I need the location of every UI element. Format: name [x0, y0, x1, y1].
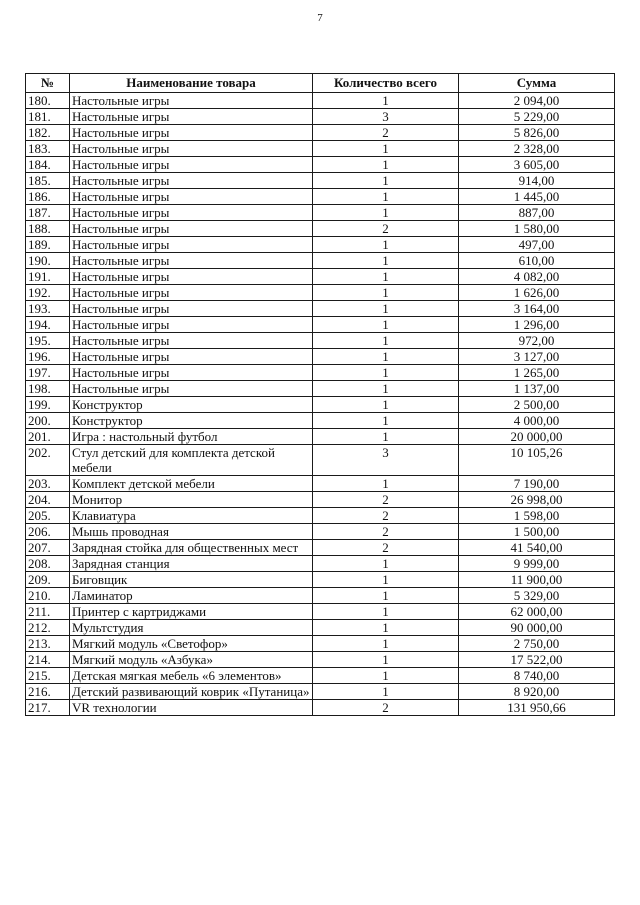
quantity: 3: [313, 445, 459, 476]
quantity: 1: [313, 365, 459, 381]
sum: 887,00: [459, 205, 615, 221]
goods-table: [25, 73, 615, 716]
row-number: 189.: [26, 237, 70, 253]
table-row: [26, 588, 615, 604]
product-name: Настольные игры: [70, 317, 313, 333]
table-row: [26, 173, 615, 189]
table-row: [26, 381, 615, 397]
quantity: 1: [313, 556, 459, 572]
product-name: Настольные игры: [70, 157, 313, 173]
product-name: Настольные игры: [70, 237, 313, 253]
quantity: 1: [313, 349, 459, 365]
table-row: [26, 700, 615, 716]
table-row: [26, 397, 615, 413]
row-number: 210.: [26, 588, 70, 604]
sum: 131 950,66: [459, 700, 615, 716]
sum: 62 000,00: [459, 604, 615, 620]
product-name: Настольные игры: [70, 93, 313, 109]
row-number: 181.: [26, 109, 70, 125]
quantity: 1: [313, 301, 459, 317]
header-sum: Сумма: [459, 74, 615, 93]
row-number: 184.: [26, 157, 70, 173]
quantity: 1: [313, 620, 459, 636]
quantity: 3: [313, 109, 459, 125]
table-row: [26, 413, 615, 429]
sum: 2 750,00: [459, 636, 615, 652]
table-header-row: [26, 74, 615, 93]
row-number: 182.: [26, 125, 70, 141]
quantity: 1: [313, 285, 459, 301]
product-name: Детская мягкая мебель «6 элементов»: [70, 668, 313, 684]
sum: 7 190,00: [459, 476, 615, 492]
table-row: [26, 524, 615, 540]
table-row: [26, 365, 615, 381]
row-number: 216.: [26, 684, 70, 700]
quantity: 1: [313, 668, 459, 684]
sum: 1 137,00: [459, 381, 615, 397]
row-number: 199.: [26, 397, 70, 413]
row-number: 193.: [26, 301, 70, 317]
product-name: Настольные игры: [70, 333, 313, 349]
sum: 1 598,00: [459, 508, 615, 524]
quantity: 1: [313, 317, 459, 333]
table-row: [26, 445, 615, 476]
row-number: 185.: [26, 173, 70, 189]
sum: 972,00: [459, 333, 615, 349]
sum: 17 522,00: [459, 652, 615, 668]
table-row: [26, 157, 615, 173]
sum: 1 626,00: [459, 285, 615, 301]
row-number: 207.: [26, 540, 70, 556]
quantity: 1: [313, 636, 459, 652]
table-row: [26, 349, 615, 365]
sum: 1 445,00: [459, 189, 615, 205]
quantity: 1: [313, 93, 459, 109]
quantity: 1: [313, 381, 459, 397]
quantity: 1: [313, 572, 459, 588]
product-name: Настольные игры: [70, 221, 313, 237]
quantity: 1: [313, 652, 459, 668]
quantity: 1: [313, 253, 459, 269]
header-number: №: [26, 74, 70, 93]
table-row: [26, 125, 615, 141]
sum: 4 082,00: [459, 269, 615, 285]
sum: 2 328,00: [459, 141, 615, 157]
quantity: 2: [313, 492, 459, 508]
product-name: Биговщик: [70, 572, 313, 588]
quantity: 1: [313, 588, 459, 604]
table-row: [26, 109, 615, 125]
product-name: VR технологии: [70, 700, 313, 716]
table-row: [26, 540, 615, 556]
row-number: 191.: [26, 269, 70, 285]
row-number: 194.: [26, 317, 70, 333]
row-number: 183.: [26, 141, 70, 157]
row-number: 213.: [26, 636, 70, 652]
product-name: Настольные игры: [70, 365, 313, 381]
table-row: [26, 269, 615, 285]
table-row: [26, 684, 615, 700]
product-name: Монитор: [70, 492, 313, 508]
row-number: 190.: [26, 253, 70, 269]
row-number: 198.: [26, 381, 70, 397]
row-number: 208.: [26, 556, 70, 572]
row-number: 197.: [26, 365, 70, 381]
quantity: 1: [313, 476, 459, 492]
product-name: Комплект детской мебели: [70, 476, 313, 492]
product-name: Мягкий модуль «Азбука»: [70, 652, 313, 668]
table-row: [26, 253, 615, 269]
quantity: 1: [313, 684, 459, 700]
product-name: Настольные игры: [70, 349, 313, 365]
header-product-name: Наименование товара: [70, 74, 313, 93]
sum: 610,00: [459, 253, 615, 269]
table-row: [26, 93, 615, 109]
product-name: Ламинатор: [70, 588, 313, 604]
sum: 2 500,00: [459, 397, 615, 413]
product-name: Детский развивающий коврик «Путаница»: [70, 684, 313, 700]
product-name: Зарядная станция: [70, 556, 313, 572]
table-row: [26, 572, 615, 588]
product-name: Мышь проводная: [70, 524, 313, 540]
product-name: Настольные игры: [70, 205, 313, 221]
table-row: [26, 189, 615, 205]
row-number: 211.: [26, 604, 70, 620]
quantity: 2: [313, 540, 459, 556]
product-name: Настольные игры: [70, 173, 313, 189]
row-number: 217.: [26, 700, 70, 716]
row-number: 215.: [26, 668, 70, 684]
row-number: 180.: [26, 93, 70, 109]
product-name: Настольные игры: [70, 189, 313, 205]
sum: 3 164,00: [459, 301, 615, 317]
table-row: [26, 221, 615, 237]
table-row: [26, 285, 615, 301]
row-number: 192.: [26, 285, 70, 301]
sum: 3 127,00: [459, 349, 615, 365]
page-number: 7: [317, 12, 323, 24]
row-number: 200.: [26, 413, 70, 429]
sum: 5 826,00: [459, 125, 615, 141]
product-name: Конструктор: [70, 397, 313, 413]
sum: 11 900,00: [459, 572, 615, 588]
sum: 497,00: [459, 237, 615, 253]
quantity: 1: [313, 413, 459, 429]
sum: 1 580,00: [459, 221, 615, 237]
row-number: 186.: [26, 189, 70, 205]
product-name: Настольные игры: [70, 381, 313, 397]
table-row: [26, 508, 615, 524]
quantity: 1: [313, 157, 459, 173]
table-row: [26, 205, 615, 221]
quantity: 1: [313, 173, 459, 189]
product-name: Принтер с картриджами: [70, 604, 313, 620]
table-row: [26, 429, 615, 445]
row-number: 205.: [26, 508, 70, 524]
sum: 3 605,00: [459, 157, 615, 173]
table-row: [26, 620, 615, 636]
row-number: 206.: [26, 524, 70, 540]
product-name: Игра : настольный футбол: [70, 429, 313, 445]
sum: 90 000,00: [459, 620, 615, 636]
table-row: [26, 556, 615, 572]
sum: 5 329,00: [459, 588, 615, 604]
product-name: Настольные игры: [70, 269, 313, 285]
row-number: 212.: [26, 620, 70, 636]
sum: 2 094,00: [459, 93, 615, 109]
table-body: [26, 93, 615, 716]
table-row: [26, 668, 615, 684]
table-row: [26, 604, 615, 620]
table-row: [26, 476, 615, 492]
quantity: 2: [313, 700, 459, 716]
row-number: 209.: [26, 572, 70, 588]
sum: 8 740,00: [459, 668, 615, 684]
sum: 1 296,00: [459, 317, 615, 333]
table-row: [26, 301, 615, 317]
quantity: 2: [313, 508, 459, 524]
row-number: 187.: [26, 205, 70, 221]
table-row: [26, 317, 615, 333]
product-name: Настольные игры: [70, 285, 313, 301]
sum: 26 998,00: [459, 492, 615, 508]
row-number: 196.: [26, 349, 70, 365]
row-number: 214.: [26, 652, 70, 668]
sum: 8 920,00: [459, 684, 615, 700]
quantity: 1: [313, 205, 459, 221]
table-row: [26, 636, 615, 652]
table-row: [26, 237, 615, 253]
row-number: 204.: [26, 492, 70, 508]
row-number: 202.: [26, 445, 70, 476]
row-number: 195.: [26, 333, 70, 349]
quantity: 1: [313, 429, 459, 445]
sum: 914,00: [459, 173, 615, 189]
header-quantity: Количество всего: [313, 74, 459, 93]
product-name: Настольные игры: [70, 125, 313, 141]
quantity: 2: [313, 524, 459, 540]
quantity: 2: [313, 125, 459, 141]
product-name: Стул детский для комплекта детской мебели: [70, 445, 313, 476]
quantity: 1: [313, 237, 459, 253]
row-number: 201.: [26, 429, 70, 445]
table-row: [26, 492, 615, 508]
quantity: 1: [313, 604, 459, 620]
product-name: Настольные игры: [70, 301, 313, 317]
quantity: 1: [313, 397, 459, 413]
table-row: [26, 333, 615, 349]
sum: 4 000,00: [459, 413, 615, 429]
sum: 1 500,00: [459, 524, 615, 540]
product-name: Конструктор: [70, 413, 313, 429]
quantity: 2: [313, 221, 459, 237]
row-number: 188.: [26, 221, 70, 237]
product-name: Настольные игры: [70, 253, 313, 269]
quantity: 1: [313, 189, 459, 205]
sum: 1 265,00: [459, 365, 615, 381]
sum: 5 229,00: [459, 109, 615, 125]
product-name: Клавиатура: [70, 508, 313, 524]
sum: 10 105,26: [459, 445, 615, 476]
product-name: Зарядная стойка для общественных мест: [70, 540, 313, 556]
quantity: 1: [313, 269, 459, 285]
sum: 9 999,00: [459, 556, 615, 572]
product-name: Настольные игры: [70, 109, 313, 125]
table-row: [26, 141, 615, 157]
product-name: Настольные игры: [70, 141, 313, 157]
row-number: 203.: [26, 476, 70, 492]
table-row: [26, 652, 615, 668]
product-name: Мультстудия: [70, 620, 313, 636]
quantity: 1: [313, 333, 459, 349]
sum: 41 540,00: [459, 540, 615, 556]
sum: 20 000,00: [459, 429, 615, 445]
product-name: Мягкий модуль «Светофор»: [70, 636, 313, 652]
quantity: 1: [313, 141, 459, 157]
